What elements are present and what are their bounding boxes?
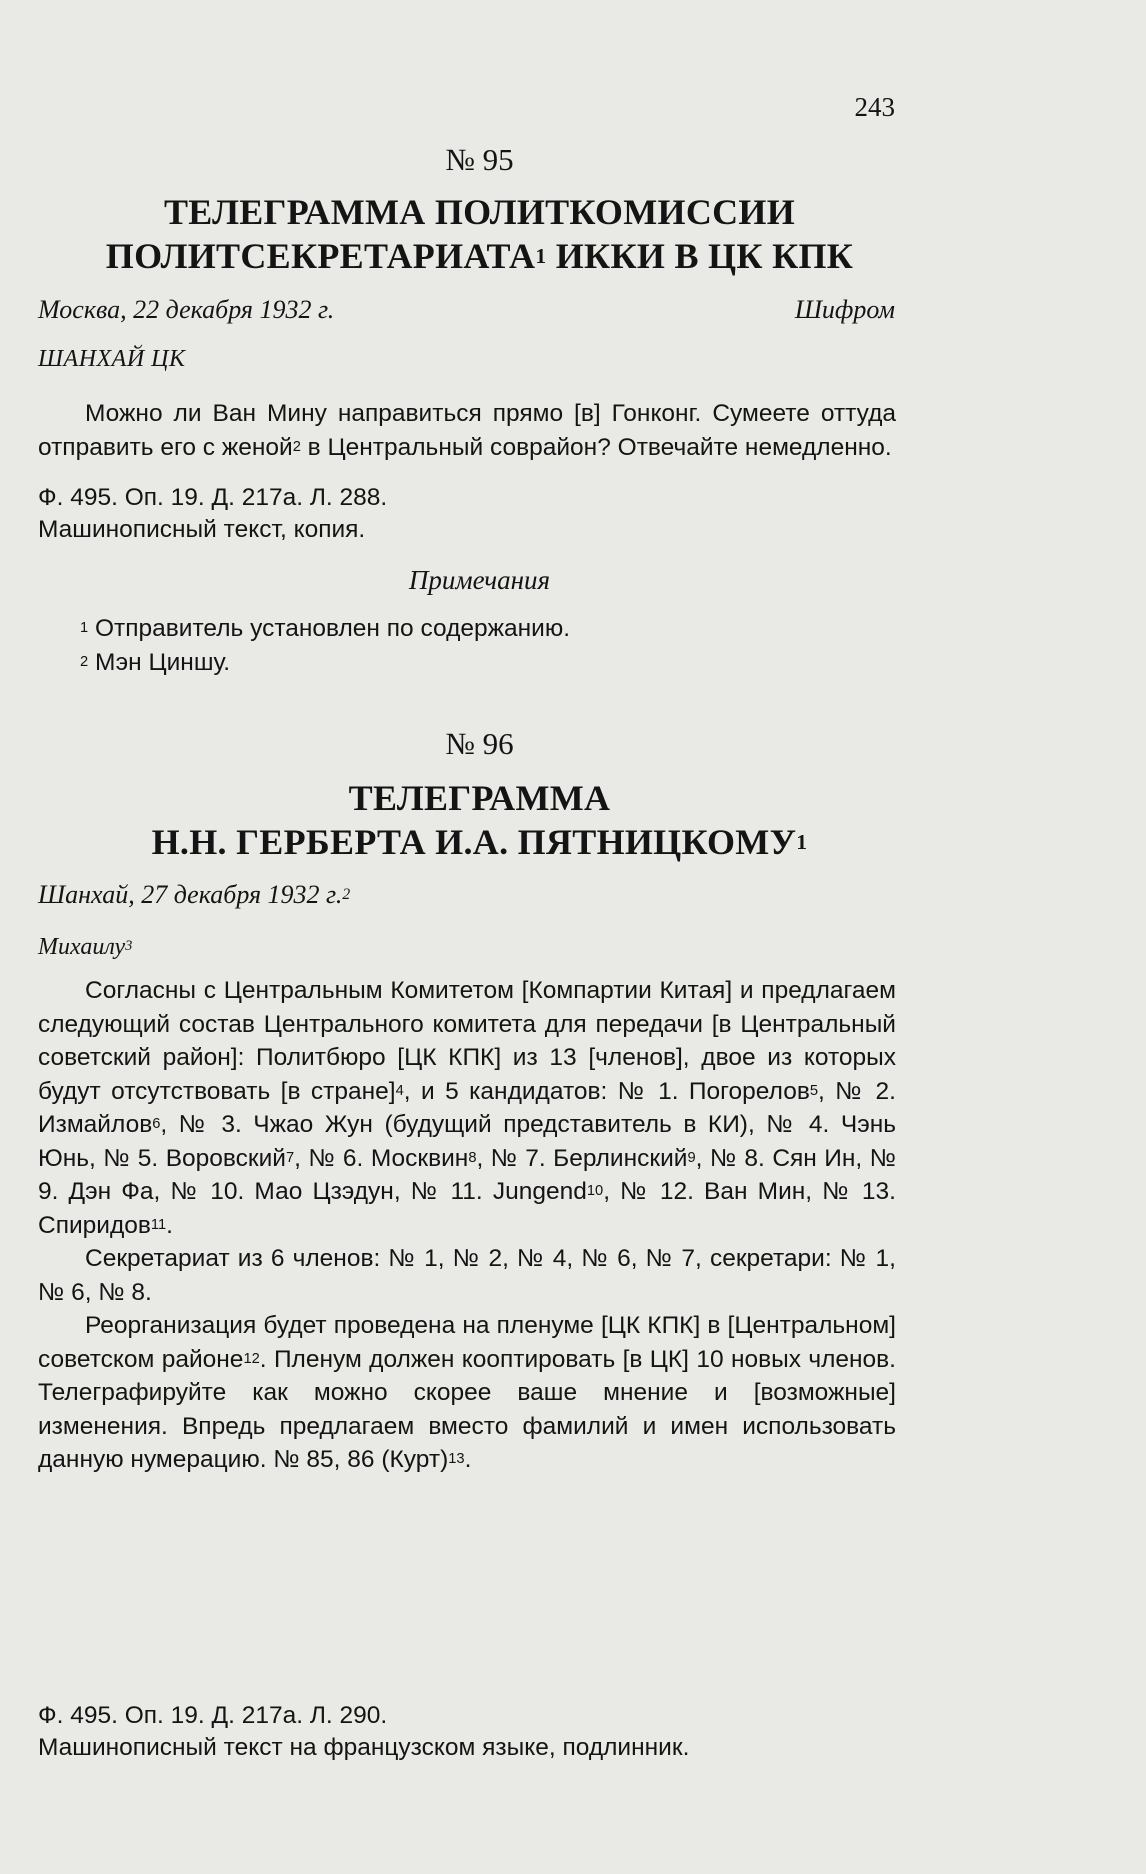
page-number: 243 [854, 92, 895, 122]
doc95-body-paragraph [38, 397, 896, 464]
text-run: , № 6. Москвин [294, 1144, 469, 1172]
doc96-archive-ref: Ф. 495. Оп. 19. Д. 217а. Л. 290. [38, 1702, 388, 1729]
doc95-title-line2 [0, 234, 959, 278]
doc96-paragraph-3 [38, 1309, 896, 1477]
doc96-body [38, 974, 896, 1477]
footnote-ref: 7 [286, 1149, 295, 1166]
text-run: Реорганизация будет проведена на пленуме [ЦК КПК] в [Центральном] советском районе [38, 1312, 896, 1373]
doc96-archive-block [38, 1700, 896, 1764]
doc95-addressee: ШАНХАЙ ЦК [38, 346, 186, 372]
doc96-paragraph-2: Секретариат из 6 членов: № 1, № 2, № 4, № 6, № 7, секретари: № 1, № 6, № 8. [38, 1245, 896, 1306]
footnote-ref: 1 [796, 829, 808, 854]
doc96-place-date-text: Шанхай, 27 декабря 1932 г. [38, 880, 343, 909]
note-number: 2 [80, 654, 89, 671]
footnote-ref: 2 [342, 886, 351, 904]
doc96-text-type: Машинописный текст на французском языке, подлинник. [38, 1734, 690, 1761]
note-number: 1 [80, 620, 89, 637]
doc96-paragraph-1 [38, 974, 896, 1242]
doc95-body [38, 397, 896, 464]
text-run: , и 5 кандидатов: № 1. Погорелов [403, 1077, 810, 1105]
text-run: , № 8. Сян Ин, № 9. Дэн Фа, № 10. Мао Цзэдун, № 11. Jungend [38, 1144, 896, 1205]
text-run: , № 2. Измайлов [38, 1077, 896, 1138]
footnote-ref: 3 [125, 938, 133, 955]
doc95-number: № 95 [445, 142, 514, 177]
footnote-ref: 11 [150, 1216, 167, 1233]
footnote-ref: 1 [535, 243, 547, 268]
doc95-archive-ref: Ф. 495. Оп. 19. Д. 217а. Л. 288. [38, 484, 388, 511]
doc95-title-line1: ТЕЛЕГРАММА ПОЛИТКОМИССИИ [163, 192, 796, 232]
doc95-method: Шифром [794, 295, 895, 324]
doc95-note-2 [80, 649, 230, 677]
text-run: . [464, 1446, 472, 1473]
doc96-place-date [38, 880, 350, 910]
footnote-ref: 2 [292, 438, 301, 455]
footnote-ref: 6 [152, 1116, 161, 1133]
doc95-text-type: Машинописный текст, копия. [38, 516, 366, 543]
footnote-ref: 8 [468, 1149, 477, 1166]
text-run: Согласны с Центральным Комитетом [Компартии Китая] и предлагаем следующий состав Центрального комитета для передачи [в Центральный советский район]: Политбюро [ЦК КПК] из 13 [членов], двое из которых будут отсутствовать [в стране] [38, 977, 896, 1105]
doc95-note-1 [80, 615, 570, 643]
doc95-body-b: в Центральный соврайон? Отвечайте немедленно. [300, 433, 892, 461]
doc96-title [0, 776, 959, 864]
doc96-title-line2-text: Н.Н. ГЕРБЕРТА И.А. ПЯТНИЦКОМУ [151, 822, 797, 862]
doc95-title [0, 190, 959, 278]
doc95-archive-block [38, 482, 896, 546]
doc96-title-line1: ТЕЛЕГРАММА [348, 778, 611, 818]
doc95-title-line2-b: ИККИ В ЦК КПК [546, 236, 854, 276]
footnote-ref: 12 [243, 1350, 260, 1367]
footnote-ref: 5 [809, 1082, 819, 1099]
text-run: , № 3. Чжао Жун (будущий представитель в КИ), № 4. Чэнь Юнь, № 5. Воровский [38, 1111, 896, 1172]
footnote-ref: 4 [395, 1082, 404, 1099]
doc96-addressee-text: Михаилу [38, 934, 126, 960]
footnote-ref: 13 [448, 1451, 465, 1468]
doc95-title-line2-a: ПОЛИТСЕКРЕТАРИАТА [105, 236, 536, 276]
text-run: , № 7. Берлинский [476, 1144, 688, 1172]
doc96-title-line2 [0, 820, 959, 864]
note-text: Отправитель установлен по содержанию. [88, 615, 571, 642]
text-run: . Пленум должен кооптировать [в ЦК] 10 новых членов. Телеграфируйте как можно скорее ваше мнение и [возможные] изменения. Впредь предлагаем вместо фамилий и имен использовать данную нумерацию. № 85, 86 (Курт) [38, 1345, 896, 1473]
doc95-notes-title: Примечания [408, 565, 551, 595]
doc96-number: № 96 [445, 726, 514, 761]
text-run: . [166, 1211, 173, 1239]
note-text: Мэн Циншу. [88, 649, 231, 676]
doc96-addressee [38, 934, 132, 961]
doc95-place-date: Москва, 22 декабря 1932 г. [38, 295, 335, 324]
doc95-body-a: Можно ли Ван Мину направиться прямо [в] Гонконг. Сумеете оттуда отправить его с женой [38, 400, 896, 461]
text-run: , № 12. Ван Мин, № 13. Спиридов [38, 1178, 896, 1239]
footnote-ref: 10 [586, 1183, 604, 1200]
footnote-ref: 9 [687, 1149, 696, 1166]
